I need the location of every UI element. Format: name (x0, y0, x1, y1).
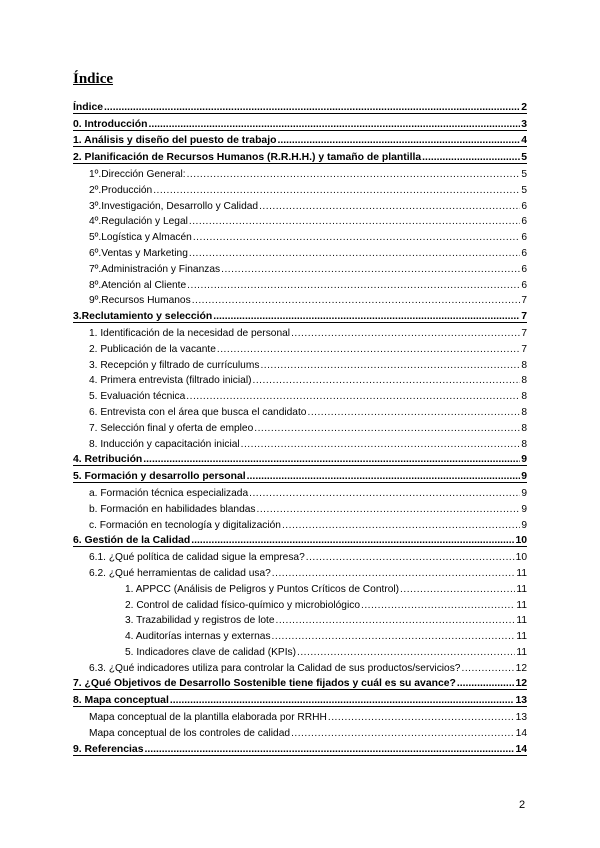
toc-entry-title: 7. ¿Qué Objetivos de Desarrollo Sostenible tiene fijados y cuál es su avance? (73, 678, 456, 690)
toc-entry[interactable] (73, 739, 527, 756)
toc-entry-page: 11 (516, 583, 527, 595)
toc-entry[interactable] (73, 402, 527, 418)
toc-entry[interactable] (73, 259, 527, 275)
toc-entry-page: 6 (521, 247, 527, 259)
toc-entry-page: 7 (521, 343, 527, 355)
toc-entry-title: Mapa conceptual de la plantilla elaborada por RRHH (89, 712, 327, 724)
toc-leader-dots (213, 311, 520, 322)
toc-leader-dots (253, 375, 521, 386)
toc-entry-page: 8 (521, 406, 527, 418)
toc-entry-title: 8. Mapa conceptual (73, 695, 169, 707)
toc-entry-page: 11 (516, 599, 527, 611)
toc-entry-page: 14 (515, 743, 527, 755)
toc-entry-title: 5º.Logística y Almacén (89, 232, 192, 244)
toc-entry[interactable] (73, 339, 527, 355)
toc-entry-title: 5. Indicadores clave de calidad (KPIs) (125, 646, 297, 658)
toc-leader-dots (361, 600, 515, 611)
toc-entry[interactable] (73, 690, 527, 707)
toc-entry-page: 5 (521, 184, 527, 196)
toc-leader-dots (272, 631, 516, 642)
toc-entry-title: 2. Control de calidad físico-químico y microbiológico (125, 599, 360, 611)
toc-leader-dots (247, 471, 521, 482)
toc-entry-page: 6 (521, 279, 527, 291)
table-of-contents (73, 97, 527, 756)
toc-leader-dots (260, 360, 520, 371)
toc-leader-dots (104, 102, 520, 113)
toc-entry-page: 6 (521, 216, 527, 228)
toc-entry-title: a. Formación técnica especializada (89, 487, 249, 499)
toc-entry-title: 3. Recepción y filtrado de currículums (89, 359, 260, 371)
toc-entry[interactable] (73, 180, 527, 196)
toc-entry[interactable] (73, 147, 527, 164)
toc-leader-dots (241, 439, 521, 450)
toc-entry[interactable] (73, 674, 527, 691)
toc-entry[interactable] (73, 723, 527, 739)
toc-leader-dots (400, 584, 515, 595)
toc-entry-page: 6 (521, 232, 527, 244)
toc-entry[interactable] (73, 227, 527, 243)
toc-entry-title: 1º.Dirección General: (89, 168, 186, 180)
toc-entry-title: 3º.Investigación, Desarrollo y Calidad (89, 200, 259, 212)
toc-entry-page: 11 (516, 646, 527, 658)
toc-entry-page: 3 (521, 118, 527, 130)
toc-leader-dots (144, 744, 514, 755)
toc-entry[interactable] (73, 595, 527, 611)
toc-entry[interactable] (73, 212, 527, 228)
toc-entry-title: 4. Primera entrevista (filtrado inicial) (89, 375, 252, 387)
toc-entry-title: 4. Auditorías internas y externas (125, 631, 271, 643)
toc-leader-dots (457, 678, 515, 689)
toc-leader-dots (306, 552, 515, 563)
toc-entry-title: 8. Inducción y capacitación inicial (89, 438, 240, 450)
toc-entry-page: 11 (516, 631, 527, 643)
toc-entry[interactable] (73, 131, 527, 148)
toc-entry-title: 6.1. ¿Qué política de calidad sigue la empresa? (89, 552, 305, 564)
toc-leader-dots (297, 647, 515, 658)
toc-entry[interactable] (73, 291, 527, 307)
toc-entry-title: 6º.Ventas y Marketing (89, 247, 188, 259)
toc-entry[interactable] (73, 114, 527, 131)
toc-leader-dots (189, 216, 520, 227)
toc-entry-title: 1. Identificación de la necesidad de personal (89, 327, 291, 339)
toc-entry-page: 6 (521, 200, 527, 212)
toc-leader-dots (257, 504, 521, 515)
toc-entry-page: 10 (515, 535, 527, 547)
toc-leader-dots (187, 169, 521, 180)
toc-entry[interactable] (73, 450, 527, 467)
toc-entry[interactable] (73, 243, 527, 259)
toc-entry[interactable] (73, 547, 527, 563)
toc-leader-dots (148, 119, 520, 130)
toc-entry-title: 2º.Producción (89, 184, 153, 196)
toc-entry-page: 9 (521, 503, 527, 515)
toc-entry[interactable] (73, 466, 527, 483)
toc-entry-page: 4 (521, 135, 527, 147)
toc-entry-title: 2. Publicación de la vacante (89, 343, 216, 355)
toc-entry[interactable] (73, 707, 527, 723)
toc-entry-title: 1. Análisis y diseño del puesto de trabajo (73, 135, 277, 147)
toc-entry-page: 8 (521, 375, 527, 387)
toc-entry[interactable] (73, 386, 527, 402)
toc-leader-dots (254, 423, 520, 434)
toc-leader-dots (307, 407, 520, 418)
toc-entry-title: Mapa conceptual de los controles de calidad (89, 727, 291, 739)
toc-entry-page: 9 (521, 487, 527, 499)
toc-entry-title: b. Formación en habilidades blandas (89, 503, 256, 515)
toc-entry-page: 10 (515, 552, 527, 564)
toc-entry-page: 12 (515, 678, 527, 690)
toc-entry-page: 7 (521, 295, 527, 307)
toc-entry-title: 8º.Atención al Cliente (89, 279, 187, 291)
toc-entry[interactable] (73, 483, 527, 499)
toc-entry[interactable] (73, 434, 527, 450)
toc-entry[interactable] (73, 275, 527, 291)
toc-entry-page: 14 (515, 727, 527, 739)
toc-entry-page: 8 (521, 422, 527, 434)
toc-leader-dots (221, 264, 520, 275)
toc-entry-title: Índice (73, 101, 104, 113)
toc-entry-page: 12 (515, 662, 527, 674)
toc-entry-title: 3. Trazabilidad y registros de lote (125, 615, 275, 627)
toc-entry-page: 8 (521, 391, 527, 403)
toc-entry-title: 6. Gestión de la Calidad (73, 535, 191, 547)
toc-entry-title: 5. Evaluación técnica (89, 391, 186, 403)
toc-leader-dots (422, 152, 520, 163)
toc-entry-page: 7 (521, 311, 527, 323)
toc-entry-title: 3.Reclutamiento y selección (73, 311, 213, 323)
toc-entry-title: 1. APPCC (Análisis de Peligros y Puntos Críticos de Control) (125, 583, 400, 595)
toc-entry[interactable] (73, 611, 527, 627)
toc-leader-dots (187, 280, 520, 291)
toc-entry-title: 7º.Administración y Finanzas (89, 263, 221, 275)
toc-entry[interactable] (73, 306, 527, 323)
toc-leader-dots (291, 328, 520, 339)
toc-entry-page: 5 (521, 168, 527, 180)
toc-entry-page: 2 (521, 101, 527, 113)
toc-entry[interactable] (73, 371, 527, 387)
toc-entry-page: 9 (521, 471, 527, 483)
toc-entry[interactable] (73, 97, 527, 114)
toc-entry[interactable] (73, 658, 527, 674)
toc-entry[interactable] (73, 355, 527, 371)
toc-leader-dots (193, 232, 521, 243)
toc-entry[interactable] (73, 196, 527, 212)
toc-entry-page: 6 (521, 263, 527, 275)
toc-entry-page: 5 (521, 152, 527, 164)
toc-leader-dots (277, 135, 520, 146)
toc-entry-title: 5. Formación y desarrollo personal (73, 471, 246, 483)
toc-leader-dots (143, 454, 520, 465)
toc-leader-dots (153, 185, 520, 196)
toc-leader-dots (249, 488, 520, 499)
toc-heading: Índice (73, 71, 114, 87)
toc-leader-dots (186, 391, 520, 402)
toc-leader-dots (282, 520, 520, 531)
toc-entry-title: 2. Planificación de Recursos Humanos (R.R.H.H.) y tamaño de plantilla (73, 152, 422, 164)
toc-entry-title: 6.2. ¿Qué herramientas de calidad usa? (89, 567, 271, 579)
page-number: 2 (519, 799, 526, 811)
toc-leader-dots (192, 295, 521, 306)
toc-entry-page: 9 (521, 519, 527, 531)
toc-entry[interactable] (73, 563, 527, 579)
toc-entry-title: 6. Entrevista con el área que busca el candidato (89, 406, 307, 418)
toc-entry[interactable] (73, 531, 527, 548)
toc-entry-page: 7 (521, 327, 527, 339)
toc-entry[interactable] (73, 642, 527, 658)
toc-entry[interactable] (73, 164, 527, 180)
toc-entry[interactable] (73, 418, 527, 434)
toc-entry-page: 11 (516, 615, 527, 627)
toc-entry-page: 13 (515, 712, 527, 724)
toc-leader-dots (259, 201, 520, 212)
toc-entry-title: 4. Retribución (73, 454, 143, 466)
toc-entry-title: 0. Introducción (73, 118, 148, 130)
toc-leader-dots (217, 344, 520, 355)
toc-entry-page: 9 (521, 454, 527, 466)
toc-leader-dots (328, 712, 515, 723)
toc-entry-title: 9. Referencias (73, 743, 144, 755)
toc-entry[interactable] (73, 626, 527, 642)
toc-entry-title: c. Formación en tecnología y digitalización (89, 519, 281, 531)
toc-entry-page: 8 (521, 359, 527, 371)
toc-entry[interactable] (73, 515, 527, 531)
toc-entry-title: 9º.Recursos Humanos (89, 295, 191, 307)
toc-entry-title: 4º.Regulación y Legal (89, 216, 188, 228)
toc-entry-title: 6.3. ¿Qué indicadores utiliza para controlar la Calidad de sus productos/servicios? (89, 662, 461, 674)
toc-entry[interactable] (73, 323, 527, 339)
toc-leader-dots (272, 568, 516, 579)
toc-leader-dots (189, 248, 520, 259)
toc-leader-dots (276, 615, 516, 626)
toc-entry[interactable] (73, 579, 527, 595)
toc-leader-dots (291, 728, 515, 739)
toc-leader-dots (170, 695, 515, 706)
toc-entry-page: 8 (521, 438, 527, 450)
toc-leader-dots (191, 535, 514, 546)
toc-entry-page: 13 (515, 695, 527, 707)
toc-entry-page: 11 (516, 567, 527, 579)
toc-entry-title: 7. Selección final y oferta de empleo (89, 422, 254, 434)
toc-leader-dots (461, 663, 514, 674)
toc-entry[interactable] (73, 499, 527, 515)
